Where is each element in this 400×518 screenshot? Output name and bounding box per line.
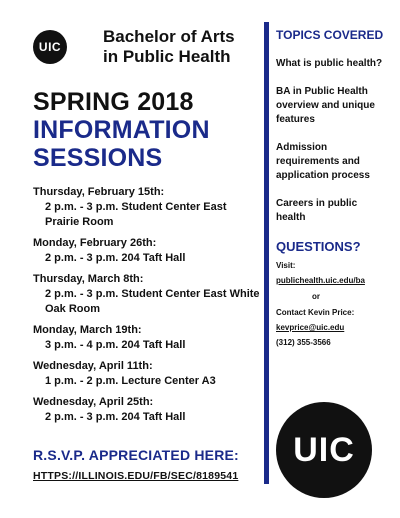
- topic-item: BA in Public Health overview and unique features: [276, 86, 375, 125]
- page-title: [33, 88, 263, 172]
- session-item: [33, 395, 263, 425]
- topics-heading: TOPICS COVERED: [276, 28, 384, 42]
- session-detail: 1 p.m. - 2 p.m. Lecture Center A3: [45, 375, 216, 387]
- session-item: [33, 236, 263, 266]
- session-detail: 3 p.m. - 4 p.m. 204 Taft Hall: [45, 339, 186, 351]
- email-link[interactable]: kevprice@uic.edu: [276, 323, 345, 332]
- session-item: [33, 272, 263, 317]
- or-text: or: [312, 292, 320, 301]
- uic-logo-large: UIC: [276, 402, 372, 498]
- title-line-3: SESSIONS: [33, 144, 163, 172]
- uic-logo-small: UIC: [33, 30, 67, 64]
- rsvp-link[interactable]: HTTPS://ILLINOIS.EDU/FB/SEC/8189541: [33, 470, 239, 482]
- visit-label: Visit:: [276, 261, 296, 270]
- session-day: Wednesday, April 25th:: [33, 396, 154, 408]
- session-day: Thursday, March 8th:: [33, 273, 144, 285]
- session-day: Thursday, February 15th:: [33, 186, 165, 198]
- topic-item: Careers in public health: [276, 198, 358, 223]
- rsvp-heading: R.S.V.P. APPRECIATED HERE:: [33, 447, 239, 463]
- session-detail: 2 p.m. - 3 p.m. Student Center East Prairie Room: [45, 201, 227, 228]
- session-list: [33, 185, 263, 431]
- topic-item: Admission requirements and application process: [276, 142, 370, 181]
- session-item: [33, 323, 263, 353]
- session-item: [33, 359, 263, 389]
- visit-link[interactable]: publichealth.uic.edu/ba: [276, 276, 365, 285]
- session-day: Monday, February 26th:: [33, 237, 157, 249]
- phone-number: (312) 355-3566: [276, 338, 331, 347]
- session-detail: 2 p.m. - 3 p.m. Student Center East White Oak Room: [45, 288, 260, 315]
- title-line-2: INFORMATION: [33, 116, 210, 144]
- program-line-1: Bachelor of Arts: [103, 27, 235, 46]
- sidebar: [276, 28, 386, 348]
- session-item: [33, 185, 263, 230]
- questions-heading: QUESTIONS?: [276, 239, 361, 254]
- title-line-1: SPRING 2018: [33, 88, 194, 116]
- session-detail: 2 p.m. - 3 p.m. 204 Taft Hall: [45, 411, 186, 423]
- session-day: Monday, March 19th:: [33, 324, 142, 336]
- column-divider: [264, 22, 269, 484]
- program-name: [103, 27, 258, 67]
- contact-label: Contact Kevin Price:: [276, 308, 355, 317]
- session-day: Wednesday, April 11th:: [33, 360, 153, 372]
- topic-item: What is public health?: [276, 58, 383, 69]
- session-detail: 2 p.m. - 3 p.m. 204 Taft Hall: [45, 252, 186, 264]
- program-line-2: in Public Health: [103, 47, 231, 66]
